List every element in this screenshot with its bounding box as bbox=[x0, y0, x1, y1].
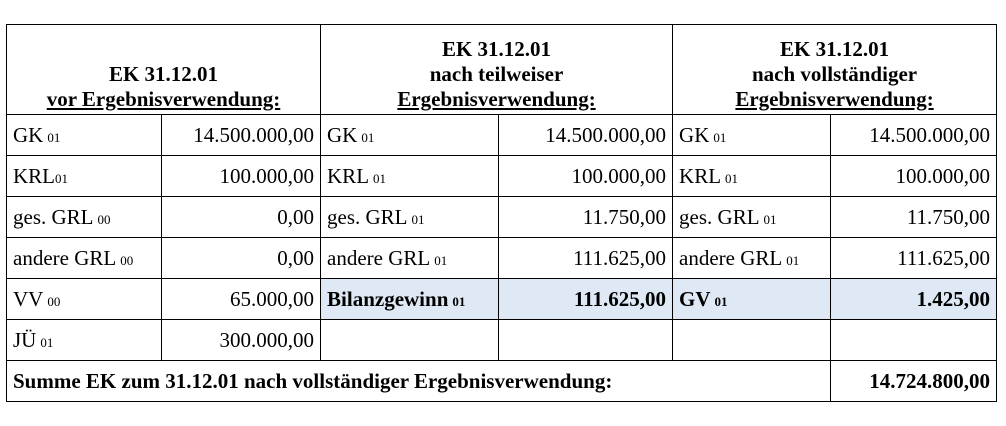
table-row bbox=[7, 197, 997, 238]
total-label: Summe EK zum 31.12.01 nach vollständiger Ergebnisverwendung: bbox=[7, 361, 831, 402]
equity-table bbox=[6, 24, 997, 402]
item-label bbox=[7, 279, 162, 320]
item-label-text: andere GRL bbox=[13, 245, 117, 270]
item-label-text: ges. GRL bbox=[679, 204, 760, 229]
item-value: 100.000,00 bbox=[831, 156, 997, 197]
table-row bbox=[7, 156, 997, 197]
item-label bbox=[7, 320, 162, 361]
item-label-text: ges. GRL bbox=[327, 204, 408, 229]
item-value bbox=[499, 320, 673, 361]
item-label bbox=[321, 115, 499, 156]
header-line: vor Ergebnisverwendung: bbox=[46, 87, 281, 111]
table-row bbox=[7, 279, 997, 320]
total-value: 14.724.800,00 bbox=[831, 361, 997, 402]
item-value: 0,00 bbox=[162, 238, 321, 279]
item-label bbox=[7, 238, 162, 279]
item-period-subscript: 01 bbox=[55, 170, 68, 186]
item-period-subscript: 01 bbox=[434, 252, 448, 268]
item-label-text: andere GRL bbox=[679, 245, 783, 270]
item-label bbox=[321, 238, 499, 279]
item-label-text: andere GRL bbox=[327, 245, 431, 270]
item-label bbox=[7, 197, 162, 238]
item-value: 14.500.000,00 bbox=[162, 115, 321, 156]
table-row bbox=[7, 115, 997, 156]
item-period-subscript: 01 bbox=[452, 293, 466, 309]
item-label bbox=[321, 156, 499, 197]
header-line: EK 31.12.01 bbox=[441, 37, 552, 61]
item-period-subscript: 01 bbox=[713, 129, 727, 145]
item-period-subscript: 00 bbox=[97, 211, 111, 227]
item-value: 100.000,00 bbox=[499, 156, 673, 197]
item-label-text: KRL bbox=[679, 163, 722, 188]
item-label bbox=[673, 279, 831, 320]
item-value: 100.000,00 bbox=[162, 156, 321, 197]
header-line: nach teilweiser bbox=[429, 62, 564, 86]
item-label bbox=[673, 320, 831, 361]
item-period-subscript: 01 bbox=[47, 129, 61, 145]
item-label-text: VV bbox=[13, 286, 44, 311]
item-period-subscript: 01 bbox=[786, 252, 800, 268]
item-value: 14.500.000,00 bbox=[499, 115, 673, 156]
header-full-appropriation bbox=[673, 25, 997, 115]
header-line: EK 31.12.01 bbox=[779, 37, 890, 61]
item-value: 11.750,00 bbox=[831, 197, 997, 238]
item-label-text: GK bbox=[13, 122, 44, 147]
item-label-text: ges. GRL bbox=[13, 204, 94, 229]
item-label-text: KRL bbox=[327, 163, 370, 188]
item-value: 0,00 bbox=[162, 197, 321, 238]
header-partial-appropriation bbox=[321, 25, 673, 115]
item-label-text: KRL bbox=[13, 163, 55, 188]
item-period-subscript: 01 bbox=[40, 334, 54, 350]
table-row bbox=[7, 320, 997, 361]
item-period-subscript: 01 bbox=[361, 129, 375, 145]
item-label bbox=[7, 115, 162, 156]
item-label-text: JÜ bbox=[13, 327, 37, 352]
item-label bbox=[673, 238, 831, 279]
header-line: EK 31.12.01 bbox=[108, 62, 219, 86]
item-period-subscript: 01 bbox=[373, 170, 387, 186]
table-row bbox=[7, 238, 997, 279]
header-line: Ergebnisverwendung: bbox=[397, 87, 596, 111]
header-before-appropriation bbox=[7, 25, 321, 115]
item-value: 11.750,00 bbox=[499, 197, 673, 238]
item-value: 1.425,00 bbox=[831, 279, 997, 320]
item-period-subscript: 01 bbox=[411, 211, 425, 227]
item-value: 111.625,00 bbox=[831, 238, 997, 279]
item-period-subscript: 01 bbox=[763, 211, 777, 227]
item-value: 14.500.000,00 bbox=[831, 115, 997, 156]
item-value bbox=[831, 320, 997, 361]
header-line: Ergebnisverwendung: bbox=[735, 87, 934, 111]
item-label bbox=[7, 156, 162, 197]
item-value: 65.000,00 bbox=[162, 279, 321, 320]
total-row bbox=[7, 361, 997, 402]
item-label-text: GV bbox=[679, 286, 711, 311]
item-period-subscript: 00 bbox=[47, 293, 61, 309]
item-value: 300.000,00 bbox=[162, 320, 321, 361]
header-line: nach vollständiger bbox=[751, 62, 918, 86]
item-label-text: GK bbox=[327, 122, 358, 147]
item-label bbox=[321, 279, 499, 320]
item-label bbox=[321, 320, 499, 361]
item-label bbox=[673, 197, 831, 238]
item-label bbox=[673, 156, 831, 197]
header-row bbox=[7, 25, 997, 115]
item-period-subscript: 01 bbox=[714, 293, 728, 309]
item-label-text: GK bbox=[679, 122, 710, 147]
item-label-text: Bilanzgewinn bbox=[327, 286, 449, 311]
item-label bbox=[673, 115, 831, 156]
item-period-subscript: 01 bbox=[725, 170, 739, 186]
item-label bbox=[321, 197, 499, 238]
item-period-subscript: 00 bbox=[120, 252, 134, 268]
item-value: 111.625,00 bbox=[499, 279, 673, 320]
item-value: 111.625,00 bbox=[499, 238, 673, 279]
